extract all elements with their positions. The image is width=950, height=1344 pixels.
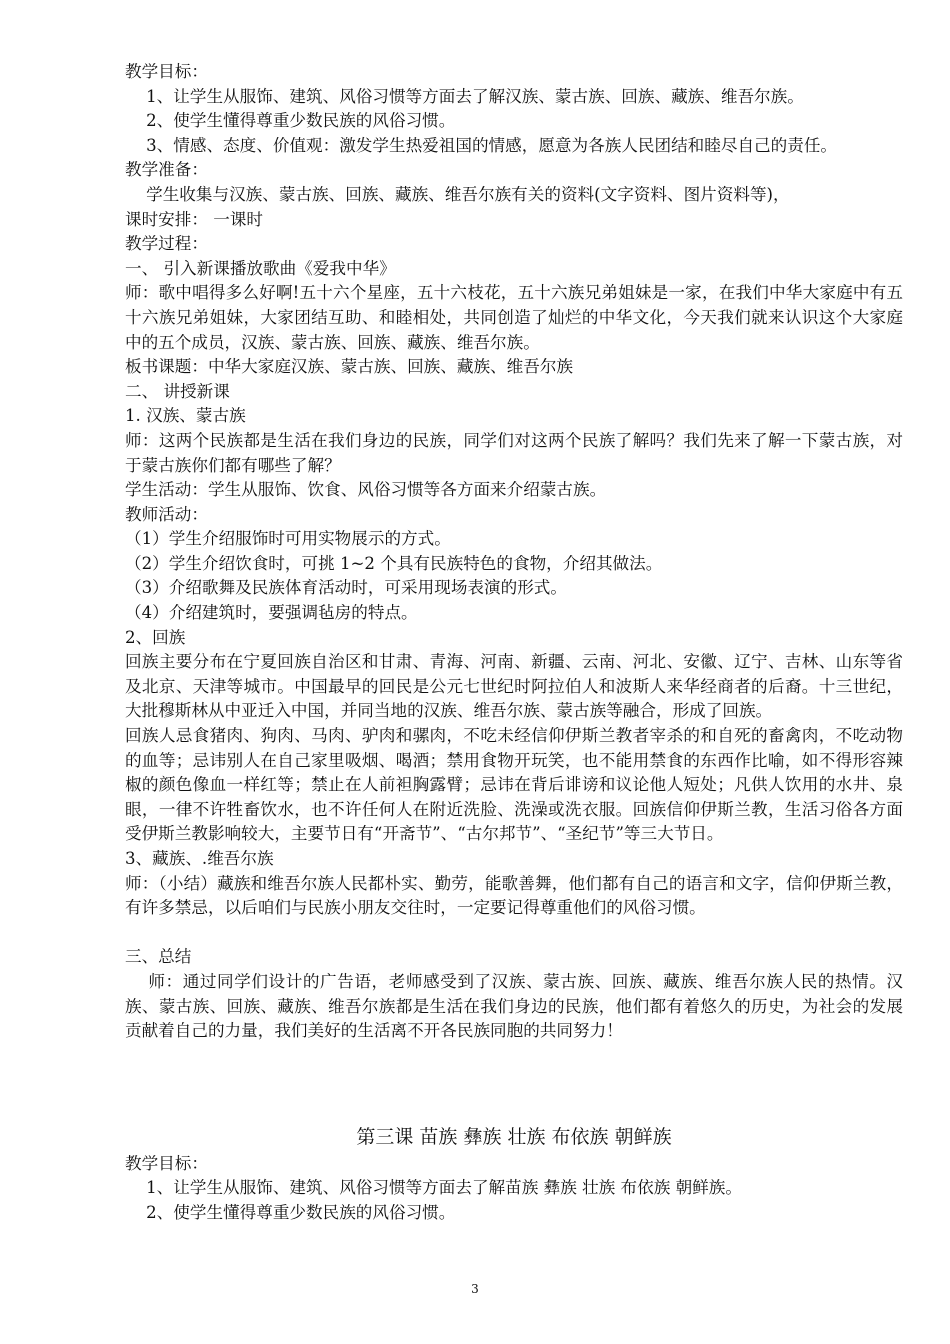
paragraph: 3、藏族、.维吾尔族 bbox=[125, 849, 274, 868]
paragraph: （2）学生介绍饮食时，可挑 1~2 个具有民族特色的食物，介绍其做法。 bbox=[125, 553, 663, 573]
lesson-section-1 bbox=[125, 60, 903, 1044]
paragraph: 学生活动：学生从服饰、饮食、风俗习惯等各方面来介绍蒙古族。 bbox=[125, 480, 607, 500]
paragraph: 3、情感、态度、价值观：激发学生热爱祖国的情感，愿意为各族人民团结和睦尽自己的责任。 bbox=[125, 135, 838, 155]
blank-line bbox=[125, 921, 903, 946]
paragraph: 1. 汉族、蒙古族 bbox=[125, 406, 246, 426]
lesson-title: 第三课 苗族 彝族 壮族 布依族 朝鲜族 bbox=[356, 1125, 672, 1148]
paragraph: 课时安排： 一课时 bbox=[125, 209, 264, 229]
paragraph: 教学目标： bbox=[125, 62, 208, 81]
lesson-section-2 bbox=[125, 1152, 903, 1226]
paragraph: 师：（小结）藏族和维吾尔族人民都朴实、勤劳，能歌善舞，他们都有自己的语言和文字，信仰伊斯兰教，有许多禁忌，以后咱们与民族小朋友交往时，一定要记得尊重他们的风俗习惯。 bbox=[125, 873, 903, 918]
paragraph: 板书课题：中华大家庭汉族、蒙古族、回族、藏族、维吾尔族 bbox=[125, 357, 574, 377]
paragraph: （1）学生介绍服饰时可用实物展示的方式。 bbox=[125, 529, 451, 549]
page-number: 3 bbox=[471, 1282, 479, 1296]
paragraph: 2、回族 bbox=[125, 627, 186, 647]
paragraph: 师：歌中唱得多么好啊!五十六个星座，五十六枝花，五十六族兄弟姐妹是一家，在我们中华大家庭中有五十六族兄弟姐妹，大家团结互助、和睦相处，共同创造了灿烂的中华文化，今天我们就来认识这个大家庭中的五个成员，汉族、蒙古族、回族、藏族、维吾尔族。 bbox=[125, 283, 903, 352]
paragraph: 2、使学生懂得尊重少数民族的风俗习惯。 bbox=[125, 1202, 456, 1222]
paragraph: 教学准备： bbox=[125, 160, 208, 180]
paragraph: 1、让学生从服饰、建筑、风俗习惯等方面去了解苗族 彝族 壮族 布依族 朝鲜族。 bbox=[125, 1178, 742, 1198]
paragraph: 回族主要分布在宁夏回族自治区和甘肃、青海、河南、新疆、云南、河北、安徽、辽宁、吉林、山东等省及北京、天津等城市。中国最早的回民是公元七世纪时阿拉伯人和波斯人来华经商者的后裔。十三世纪，大批穆斯林从中亚迁入中国，并同当地的汉族、维吾尔族、蒙古族等融合，形成了回族。 bbox=[125, 652, 903, 721]
paragraph: 教学过程： bbox=[125, 234, 208, 254]
page-content bbox=[125, 60, 903, 1226]
section-spacer bbox=[125, 1044, 903, 1122]
paragraph: 教师活动： bbox=[125, 504, 208, 524]
paragraph: 师：这两个民族都是生活在我们身边的民族，同学们对这两个民族了解吗？我们先来了解一下蒙古族，对于蒙古族你们都有哪些了解？ bbox=[125, 430, 903, 475]
paragraph: 一、 引入新课播放歌曲《爱我中华》 bbox=[125, 258, 396, 278]
paragraph: 学生收集与汉族、蒙古族、回族、藏族、维吾尔族有关的资料(文字资料、图片资料等)， bbox=[125, 184, 790, 204]
paragraph: 师：通过同学们设计的广告语，老师感受到了汉族、蒙古族、回族、藏族、维吾尔族人民的热情。汉族、蒙古族、回族、藏族、维吾尔族都是生活在我们身边的民族，他们都有着悠久的历史，为社会的发展贡献着自己的力量，我们美好的生活离不开各民族同胞的共同努力！ bbox=[125, 971, 904, 1041]
paragraph: 2、使学生懂得尊重少数民族的风俗习惯。 bbox=[125, 111, 456, 131]
paragraph: 1、让学生从服饰、建筑、风俗习惯等方面去了解汉族、蒙古族、回族、藏族、维吾尔族。 bbox=[125, 86, 804, 106]
paragraph: （4）介绍建筑时，要强调毡房的特点。 bbox=[125, 603, 418, 623]
paragraph: 教学目标： bbox=[125, 1153, 208, 1173]
paragraph: 二、 讲授新课 bbox=[125, 381, 230, 401]
paragraph: （3）介绍歌舞及民族体育活动时，可采用现场表演的形式。 bbox=[125, 578, 567, 598]
paragraph: 回族人忌食猪肉、狗肉、马肉、驴肉和骡肉，不吃未经信仰伊斯兰教者宰杀的和自死的畜禽肉，不吃动物的血等；忌讳别人在自己家里吸烟、喝酒；禁用食物开玩笑，也不能用禁食的东西作比喻，如不得形容辣椒的颜色像血一样红等；禁止在人前袒胸露臂；忌讳在背后诽谤和议论他人短处；凡供人饮用的水井、泉眼，一律不许牲畜饮水，也不许任何人在附近洗脸、洗澡或洗衣服。回族信仰伊斯兰教，生活习俗各方面受伊斯兰教影响较大，主要节日有“开斋节”、“古尔邦节”、“圣纪节”等三大节日。 bbox=[125, 726, 903, 844]
paragraph: 三、总结 bbox=[125, 947, 192, 967]
